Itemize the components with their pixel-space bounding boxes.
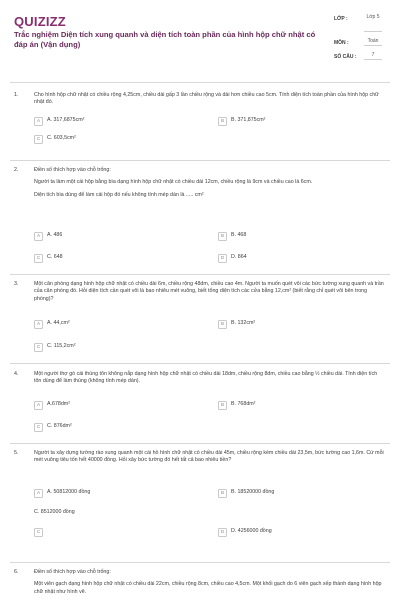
option-text: A. 317,6875cm² [47,117,85,124]
answer-option-b[interactable] [218,488,274,498]
question-divider [10,274,390,275]
question-prompt: Diện tích bìa dùng để làm cái hộp đó nếu không tính mép dán là ..... cm² [34,191,204,198]
question-3 [14,281,386,361]
question-body [34,450,384,470]
question-number: 4. [14,371,19,377]
answer-option-a[interactable] [34,488,90,498]
option-text: A.678dm² [47,401,70,408]
question-1 [14,92,386,162]
meta-class-label: LỚP : [334,16,348,22]
worksheet-meta [334,14,400,63]
option-letter: A [34,232,43,241]
option-text: A. 50812000 đồng [47,489,91,496]
question-text: Điền số thích hợp vào chỗ trống: [34,167,111,173]
answer-option-d[interactable] [218,253,247,263]
option-letter: B [218,232,227,241]
answer-option-c-box[interactable] [34,527,47,537]
option-text: C. 115,2cm² [47,343,76,350]
question-context: Một viên gạch dạng hình hộp chữ nhật có chiều dài 22cm, chiều rộng 8cm, chiều cao 4,5cm. Một khối gạch do 6 viên gạch xếp thành dạng hình hộp chữ nhật như hình vẽ. [34,581,382,595]
question-divider [10,363,390,364]
answer-option-b[interactable] [218,319,255,329]
option-text: B. 371,875cm² [231,117,266,124]
question-context: Người ta làm một cái hộp bằng bìa dạng hình hộp chữ nhật có chiều dài 12cm, chiều rộng là 9cm và chiều cao là 6cm. [34,179,313,186]
meta-count-label: SỐ CÂU : [334,54,357,60]
question-divider [10,160,390,161]
answer-option-a[interactable] [34,116,84,126]
option-letter: B [218,401,227,410]
question-number: 2. [14,167,19,173]
option-text: D. 864 [231,254,247,261]
option-text: B. 132cm² [231,320,256,327]
option-text: C. 8512000 đồng [34,509,75,516]
question-4 [14,371,386,443]
answer-option-b[interactable] [218,116,265,126]
option-letter: A [34,117,43,126]
question-text: Điền số thích hợp vào chỗ trống: [34,569,111,575]
answer-option-c[interactable] [34,342,75,352]
option-text: B. 468 [231,232,247,239]
question-text: Cho hình hộp chữ nhật có chiều rộng 4,25cm, chiều dài gấp 3 lần chiều rộng và dài hơn chiều cao 5cm. Tính diện tích toàn phần của hình hộp chữ nhật đó. [34,92,379,106]
question-number: 3. [14,281,19,287]
question-number: 1. [14,92,19,98]
question-text: Một căn phòng dạng hình hộp chữ nhật có chiều dài 6m, chiều rộng 48dm, chiều cao 4m. Người ta muốn quét vôi các bức tường xung quanh và trần của căn phòng đó. Hỏi diện tích cần quét vôi là bao nhiêu mét vuông, biết tổng diện tích các cửa bằng 12,cm² (biết rằng chỉ quét vôi bên trong phòng)? [34,281,384,302]
option-text: A. 486 [47,232,63,239]
meta-count-value: 7 [364,52,382,60]
answer-option-a[interactable] [34,231,62,241]
option-text: B. 18520000 đồng [231,489,275,496]
question-body [34,92,384,112]
meta-subject-label: MÔN : [334,40,349,46]
answer-option-d[interactable] [218,527,272,537]
question-5 [14,450,386,562]
option-letter: C [34,343,43,352]
option-letter: C [34,423,43,432]
question-text: Người ta xây dựng tường rào xung quanh một cái hồ hình chữ nhật có chiều dài 45m, chiều rộng kém chiều dài 23,5m, bức tường cao 1,6m. Cứ mỗi mét vuông tiêu tốn hết 40000 đồng. Hỏi xây bức tường đó hết tất cả bao nhiêu tiền? [34,450,384,464]
question-divider [10,443,390,444]
meta-class-value: Lớp 5 [364,14,382,32]
meta-subject-value: Toán [364,38,382,46]
option-letter: D [218,254,227,263]
option-letter: B [218,320,227,329]
option-letter: A [34,401,43,410]
question-2 [14,167,386,273]
option-text: B. 768dm² [231,401,256,408]
question-body [34,167,384,204]
worksheet-title: Trắc nghiệm Diện tích xung quanh và diện tích toàn phần của hình hộp chữ nhật có đáp án (Vận dụng) [14,30,316,49]
question-number: 5. [14,450,19,456]
question-body [34,371,384,391]
answer-option-a[interactable] [34,400,70,410]
answer-option-c[interactable] [34,422,72,432]
question-number: 6. [14,569,19,575]
answer-option-c[interactable] [34,253,63,263]
answer-option-b[interactable] [218,400,255,410]
option-text: C. 876dm² [47,423,72,430]
quizizz-logo: QUIZIZZ [14,14,66,29]
answer-option-b[interactable] [218,231,246,241]
option-letter: C [34,528,43,537]
option-letter: B [218,117,227,126]
meta-count-row [334,52,400,63]
question-body [34,569,384,600]
question-text: Một người thợ gò cái thùng tôn không nắp dạng hình hộp chữ nhật có chiều dài 18dm, chiều rộng 8dm, chiều cao bằng ½ chiều dài. Tính diện tích tôn dùng để làm thùng (không tính mép dán). [34,371,378,385]
answer-option-c[interactable] [34,134,76,144]
option-letter: D [218,528,227,537]
question-body [34,281,384,308]
answer-option-a[interactable] [34,319,70,329]
option-letter: C [34,254,43,263]
question-6 [14,569,386,600]
option-text: A. 44,cm² [47,320,70,327]
option-letter: A [34,489,43,498]
worksheet-header [14,12,386,80]
option-text: D. 4256000 đồng [231,528,272,535]
header-divider [10,82,390,83]
meta-class-row [334,14,400,38]
answer-option-c[interactable] [34,508,75,518]
meta-subject-row [334,38,400,52]
question-divider [10,562,390,563]
option-letter: C [34,135,43,144]
option-text: C. 648 [47,254,63,261]
option-text: C. 603,5cm² [47,135,76,142]
option-letter: B [218,489,227,498]
option-letter: A [34,320,43,329]
